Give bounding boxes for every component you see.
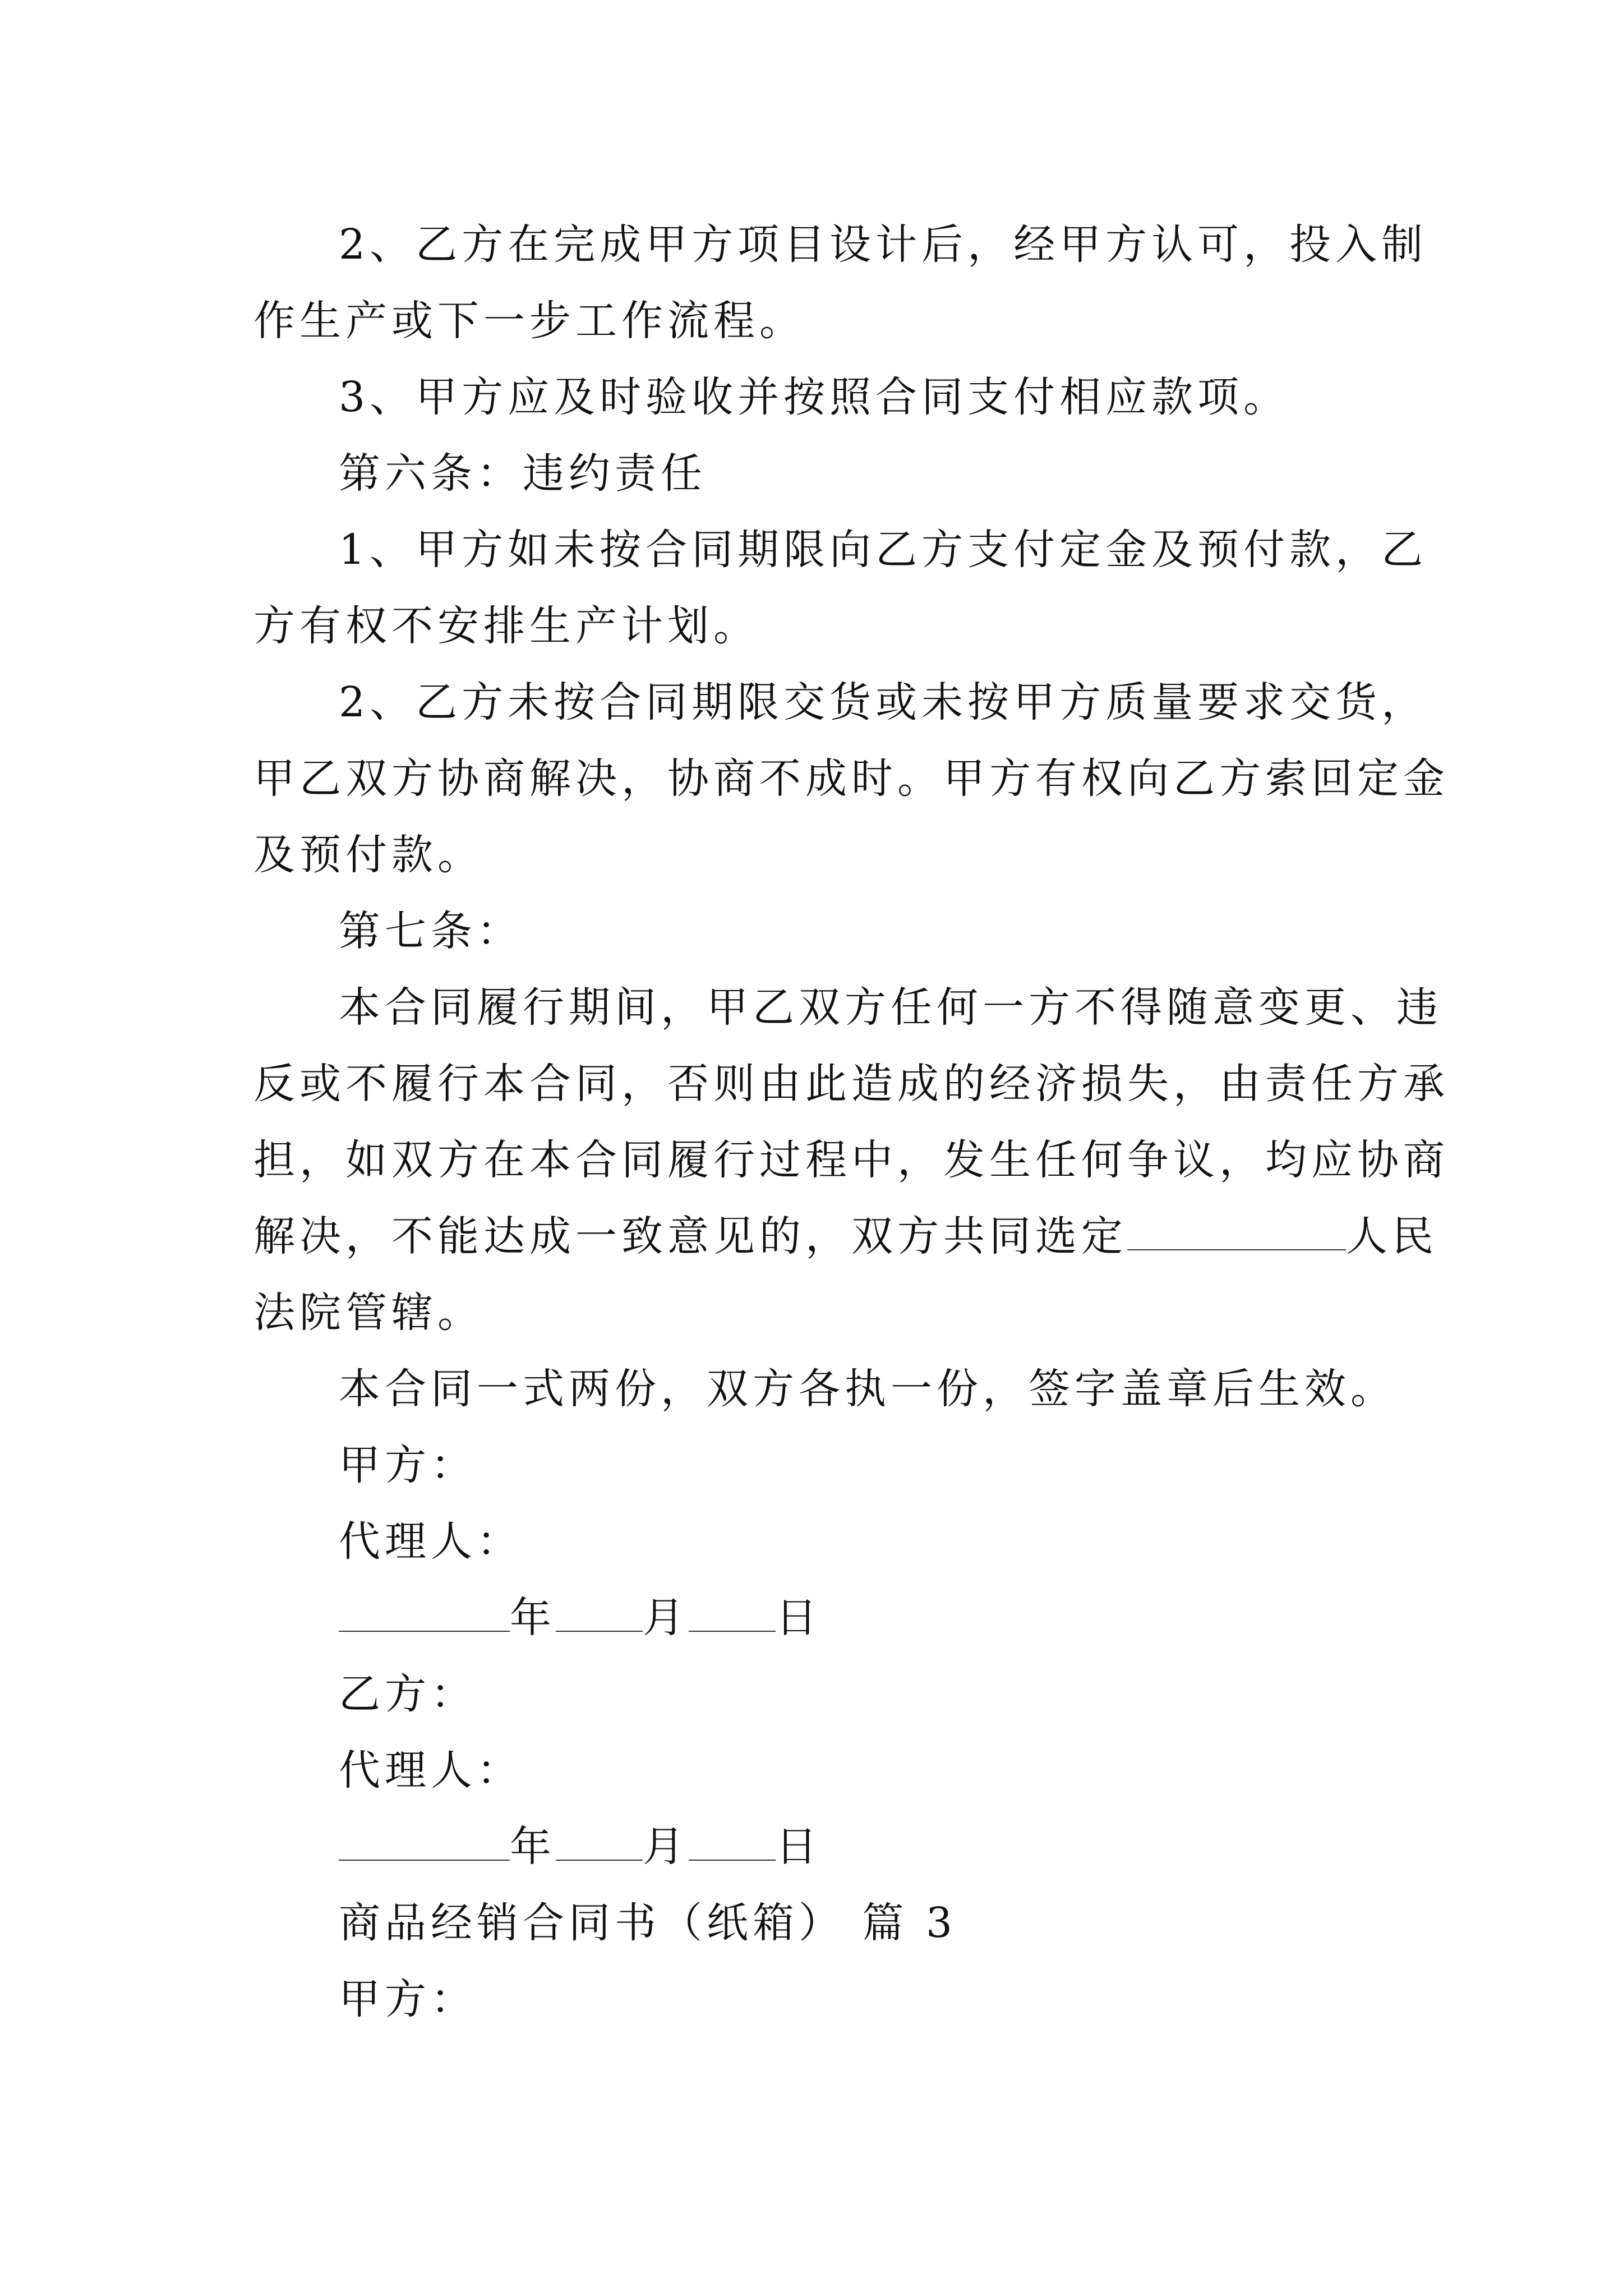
party-a-label: 甲方： (339, 1441, 477, 1489)
party-b-date-line (253, 1809, 1386, 1885)
next-party-a-label: 甲方： (339, 1975, 477, 2023)
contract-body (253, 206, 1449, 2037)
clause-7-text-line-3: 担，如双方在本合同履行过程中，发生任何争议，均应协商 (253, 1136, 1449, 1184)
court-name-blank (1127, 1212, 1346, 1250)
section-title: 商品经销合同书（纸箱） 篇 3 (339, 1899, 957, 1947)
clause-5-item-2-line-1: 2、乙方在完成甲方项目设计后，经甲方认可，投入制 (339, 220, 1428, 269)
party-b-day-blank (689, 1823, 776, 1861)
year-label: 年 (510, 1823, 556, 1871)
clause-7-text-line-4 (253, 1198, 1438, 1274)
party-a-year-blank (339, 1594, 510, 1632)
party-a-agent-label: 代理人： (339, 1517, 523, 1566)
day-label: 日 (776, 1823, 822, 1871)
party-b-year-blank (339, 1823, 510, 1861)
clause-7-text-line-1: 本合同履行期间，甲乙双方任何一方不得随意变更、违 (339, 983, 1442, 1032)
party-b-agent-label: 代理人： (339, 1746, 523, 1795)
month-label: 月 (643, 1594, 689, 1642)
clause-7-text-line-4-start: 解决，不能达成一致意见的，双方共同选定 (253, 1212, 1127, 1260)
party-a-date-line (253, 1580, 1386, 1656)
clause-5-item-3: 3、甲方应及时验收并按照合同支付相应款项。 (339, 373, 1290, 421)
clause-7-text-line-4-end: 人民 (1346, 1212, 1438, 1260)
clause-6-item-1-line-2: 方有权不安排生产计划。 (253, 602, 759, 650)
party-a-day-blank (689, 1594, 776, 1632)
clause-7-heading: 第七条： (339, 907, 523, 955)
month-label: 月 (643, 1823, 689, 1871)
clause-6-item-2-line-1: 2、乙方未按合同期限交货或未按甲方质量要求交货， (339, 678, 1428, 726)
day-label: 日 (776, 1594, 822, 1642)
clause-6-item-2-line-3: 及预付款。 (253, 831, 483, 879)
party-a-month-blank (556, 1594, 643, 1632)
party-b-month-blank (556, 1823, 643, 1861)
clause-6-item-2-line-2: 甲乙双方协商解决，协商不成时。甲方有权向乙方索回定金 (253, 754, 1449, 803)
year-label: 年 (510, 1594, 556, 1642)
copies-statement: 本合同一式两份，双方各执一份，签字盖章后生效。 (339, 1365, 1396, 1413)
clause-6-item-1-line-1: 1、甲方如未按合同期限向乙方支付定金及预付款，乙 (339, 526, 1428, 574)
clause-7-text-line-2: 反或不履行本合同，否则由此造成的经济损失，由责任方承 (253, 1060, 1449, 1108)
party-b-label: 乙方： (339, 1670, 477, 1718)
clause-5-item-2-line-2: 作生产或下一步工作流程。 (253, 297, 805, 345)
clause-7-text-line-5: 法院管辖。 (253, 1289, 483, 1337)
clause-6-heading: 第六条：违约责任 (339, 449, 707, 498)
